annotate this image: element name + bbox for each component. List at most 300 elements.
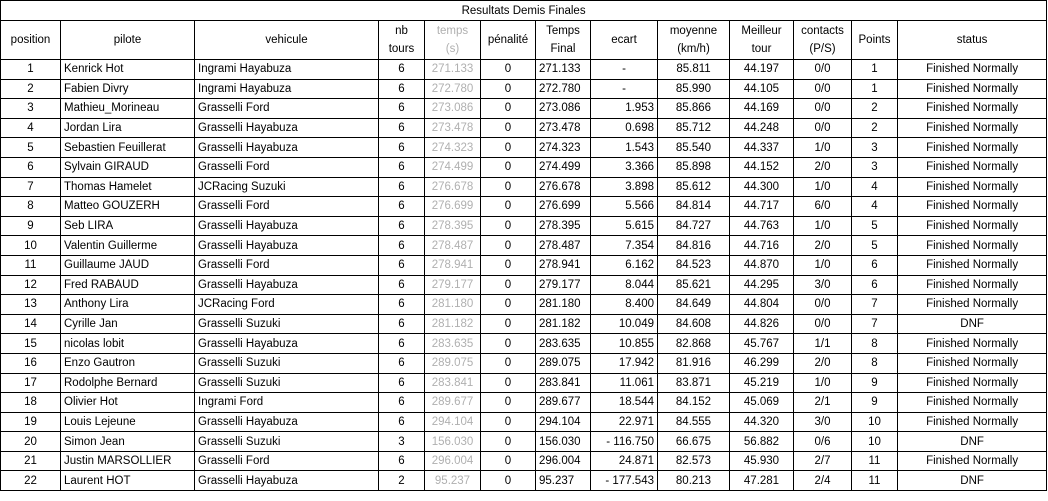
cell-ecart: 11.061: [591, 373, 658, 393]
cell-contacts: 1/0: [794, 138, 852, 158]
cell-ecart: 7.354: [591, 236, 658, 256]
cell-pilote: Fred RABAUD: [61, 275, 195, 295]
cell-temps-final: 281.182: [536, 314, 591, 334]
cell-pilote: Valentin Guillerme: [61, 236, 195, 256]
table-row: [1, 393, 1047, 413]
cell-penalite: 0: [481, 432, 536, 452]
table-row: [1, 79, 1047, 99]
cell-nb-tours: 6: [379, 177, 425, 197]
cell-position: 2: [1, 79, 61, 99]
cell-temps-final: 276.678: [536, 177, 591, 197]
cell-points: 5: [852, 216, 898, 236]
cell-contacts: 3/0: [794, 412, 852, 432]
cell-contacts: 0/0: [794, 295, 852, 315]
cell-status: Finished Normally: [898, 216, 1047, 236]
header-moyenne: [658, 21, 730, 60]
cell-contacts: 0/0: [794, 314, 852, 334]
table-row: [1, 295, 1047, 315]
cell-meilleur-tour: 44.826: [730, 314, 794, 334]
cell-temps-final: 95.237: [536, 471, 591, 491]
cell-pilote: Olivier Hot: [61, 393, 195, 413]
cell-ecart: 8.400: [591, 295, 658, 315]
cell-temps: 273.478: [425, 118, 481, 138]
cell-vehicule: Grasselli Ford: [195, 255, 379, 275]
table-row: [1, 373, 1047, 393]
cell-vehicule: Grasselli Hayabuza: [195, 216, 379, 236]
cell-ecart: 22.971: [591, 412, 658, 432]
cell-temps-final: 273.478: [536, 118, 591, 138]
cell-position: 17: [1, 373, 61, 393]
table-row: [1, 334, 1047, 354]
table-row: [1, 412, 1047, 432]
cell-pilote: Justin MARSOLLIER: [61, 451, 195, 471]
cell-position: 10: [1, 236, 61, 256]
cell-points: 2: [852, 99, 898, 119]
cell-status: Finished Normally: [898, 197, 1047, 217]
table-row: [1, 197, 1047, 217]
cell-penalite: 0: [481, 255, 536, 275]
cell-points: 9: [852, 393, 898, 413]
cell-contacts: 2/0: [794, 236, 852, 256]
cell-status: DNF: [898, 471, 1047, 491]
cell-vehicule: Grasselli Ford: [195, 157, 379, 177]
cell-moyenne: 85.811: [658, 60, 730, 80]
cell-moyenne: 85.990: [658, 79, 730, 99]
cell-meilleur-tour: 46.299: [730, 353, 794, 373]
cell-position: 19: [1, 412, 61, 432]
cell-vehicule: Grasselli Hayabuza: [195, 118, 379, 138]
cell-status: Finished Normally: [898, 79, 1047, 99]
cell-vehicule: Grasselli Hayabuza: [195, 236, 379, 256]
cell-penalite: 0: [481, 334, 536, 354]
header-nb-tours: [379, 21, 425, 60]
cell-nb-tours: 2: [379, 471, 425, 491]
cell-moyenne: 82.868: [658, 334, 730, 354]
cell-temps-final: 276.699: [536, 197, 591, 217]
cell-temps: 276.678: [425, 177, 481, 197]
cell-moyenne: 84.152: [658, 393, 730, 413]
cell-penalite: 0: [481, 393, 536, 413]
cell-position: 4: [1, 118, 61, 138]
cell-temps: 278.395: [425, 216, 481, 236]
cell-vehicule: Grasselli Ford: [195, 197, 379, 217]
header-status: status: [898, 21, 1047, 60]
cell-nb-tours: 6: [379, 275, 425, 295]
cell-temps: 271.133: [425, 60, 481, 80]
cell-position: 3: [1, 99, 61, 119]
cell-points: 8: [852, 334, 898, 354]
header-moyenne-line1: moyenne: [669, 25, 718, 37]
header-penalite: pénalité: [481, 21, 536, 60]
cell-moyenne: 84.814: [658, 197, 730, 217]
header-meilleur-line1: Meilleur: [741, 25, 782, 37]
cell-penalite: 0: [481, 216, 536, 236]
cell-temps: 95.237: [425, 471, 481, 491]
cell-status: Finished Normally: [898, 255, 1047, 275]
cell-temps: 278.941: [425, 255, 481, 275]
cell-nb-tours: 6: [379, 118, 425, 138]
cell-nb-tours: 6: [379, 393, 425, 413]
cell-nb-tours: 6: [379, 314, 425, 334]
cell-points: 11: [852, 451, 898, 471]
cell-status: Finished Normally: [898, 373, 1047, 393]
cell-temps: 281.180: [425, 295, 481, 315]
cell-points: 7: [852, 295, 898, 315]
cell-vehicule: Grasselli Hayabuza: [195, 412, 379, 432]
cell-points: 3: [852, 157, 898, 177]
cell-status: Finished Normally: [898, 60, 1047, 80]
cell-position: 14: [1, 314, 61, 334]
cell-nb-tours: 6: [379, 334, 425, 354]
cell-status: Finished Normally: [898, 412, 1047, 432]
cell-contacts: 6/0: [794, 197, 852, 217]
cell-moyenne: 85.866: [658, 99, 730, 119]
cell-status: DNF: [898, 314, 1047, 334]
cell-points: 4: [852, 177, 898, 197]
cell-contacts: 2/0: [794, 157, 852, 177]
cell-temps-final: 283.841: [536, 373, 591, 393]
cell-meilleur-tour: 45.930: [730, 451, 794, 471]
cell-penalite: 0: [481, 295, 536, 315]
cell-ecart: -: [591, 79, 658, 99]
cell-nb-tours: 6: [379, 60, 425, 80]
cell-ecart: - 116.750: [591, 432, 658, 452]
cell-temps: 289.677: [425, 393, 481, 413]
cell-vehicule: Grasselli Suzuki: [195, 373, 379, 393]
cell-temps-final: 279.177: [536, 275, 591, 295]
cell-points: 3: [852, 138, 898, 158]
cell-penalite: 0: [481, 236, 536, 256]
table-row: [1, 138, 1047, 158]
table-row: [1, 471, 1047, 491]
cell-temps: 279.177: [425, 275, 481, 295]
cell-status: Finished Normally: [898, 236, 1047, 256]
cell-nb-tours: 6: [379, 157, 425, 177]
cell-pilote: Thomas Hamelet: [61, 177, 195, 197]
cell-penalite: 0: [481, 314, 536, 334]
table-row: [1, 275, 1047, 295]
cell-meilleur-tour: 44.717: [730, 197, 794, 217]
cell-moyenne: 84.523: [658, 255, 730, 275]
header-contacts: [794, 21, 852, 60]
cell-moyenne: 85.540: [658, 138, 730, 158]
cell-temps-final: 283.635: [536, 334, 591, 354]
cell-ecart: 0.698: [591, 118, 658, 138]
cell-ecart: 8.044: [591, 275, 658, 295]
cell-meilleur-tour: 44.248: [730, 118, 794, 138]
cell-temps: 289.075: [425, 353, 481, 373]
cell-temps-final: 296.004: [536, 451, 591, 471]
cell-temps-final: 281.180: [536, 295, 591, 315]
header-temps: [425, 21, 481, 60]
cell-status: Finished Normally: [898, 334, 1047, 354]
cell-status: Finished Normally: [898, 393, 1047, 413]
cell-meilleur-tour: 44.169: [730, 99, 794, 119]
table-title: Resultats Demis Finales: [1, 1, 1047, 21]
cell-temps-final: 274.323: [536, 138, 591, 158]
cell-pilote: Anthony Lira: [61, 295, 195, 315]
cell-vehicule: JCRacing Suzuki: [195, 177, 379, 197]
cell-penalite: 0: [481, 177, 536, 197]
cell-status: Finished Normally: [898, 118, 1047, 138]
cell-position: 16: [1, 353, 61, 373]
header-temps-line2: (s): [445, 43, 460, 55]
cell-temps: 294.104: [425, 412, 481, 432]
cell-penalite: 0: [481, 138, 536, 158]
cell-meilleur-tour: 44.152: [730, 157, 794, 177]
cell-vehicule: Grasselli Suzuki: [195, 432, 379, 452]
cell-vehicule: Ingrami Hayabuza: [195, 79, 379, 99]
cell-penalite: 0: [481, 275, 536, 295]
cell-contacts: 2/1: [794, 393, 852, 413]
cell-temps-final: 274.499: [536, 157, 591, 177]
cell-points: 5: [852, 236, 898, 256]
cell-points: 6: [852, 275, 898, 295]
cell-meilleur-tour: 56.882: [730, 432, 794, 452]
table-row: [1, 353, 1047, 373]
cell-pilote: Matteo GOUZERH: [61, 197, 195, 217]
cell-position: 22: [1, 471, 61, 491]
cell-contacts: 1/0: [794, 216, 852, 236]
cell-pilote: Cyrille Jan: [61, 314, 195, 334]
cell-meilleur-tour: 45.219: [730, 373, 794, 393]
cell-contacts: 2/7: [794, 451, 852, 471]
title-row: [1, 1, 1047, 21]
cell-ecart: 1.543: [591, 138, 658, 158]
cell-temps: 296.004: [425, 451, 481, 471]
cell-vehicule: Ingrami Ford: [195, 393, 379, 413]
cell-points: 8: [852, 353, 898, 373]
cell-temps-final: 289.075: [536, 353, 591, 373]
cell-nb-tours: 6: [379, 216, 425, 236]
cell-moyenne: 85.898: [658, 157, 730, 177]
cell-contacts: 0/0: [794, 99, 852, 119]
cell-contacts: 2/4: [794, 471, 852, 491]
cell-position: 5: [1, 138, 61, 158]
table-row: [1, 118, 1047, 138]
header-position: position: [1, 21, 61, 60]
cell-ecart: -: [591, 60, 658, 80]
header-temps-final-line2: Final: [550, 43, 576, 55]
cell-points: 10: [852, 432, 898, 452]
cell-pilote: Laurent HOT: [61, 471, 195, 491]
cell-moyenne: 83.871: [658, 373, 730, 393]
cell-nb-tours: 6: [379, 197, 425, 217]
table-row: [1, 236, 1047, 256]
table-row: [1, 157, 1047, 177]
cell-meilleur-tour: 44.105: [730, 79, 794, 99]
cell-temps-final: 156.030: [536, 432, 591, 452]
cell-points: 9: [852, 373, 898, 393]
cell-pilote: Louis Lejeune: [61, 412, 195, 432]
cell-temps: 274.499: [425, 157, 481, 177]
table-row: [1, 216, 1047, 236]
cell-position: 6: [1, 157, 61, 177]
cell-contacts: 1/0: [794, 177, 852, 197]
cell-meilleur-tour: 44.804: [730, 295, 794, 315]
cell-nb-tours: 6: [379, 236, 425, 256]
cell-position: 15: [1, 334, 61, 354]
cell-contacts: 1/1: [794, 334, 852, 354]
cell-ecart: 10.855: [591, 334, 658, 354]
table-row: [1, 255, 1047, 275]
header-nb-tours-line1: nb: [395, 25, 408, 37]
cell-status: Finished Normally: [898, 295, 1047, 315]
header-points: Points: [852, 21, 898, 60]
cell-position: 8: [1, 197, 61, 217]
cell-status: Finished Normally: [898, 99, 1047, 119]
cell-pilote: nicolas lobit: [61, 334, 195, 354]
cell-position: 13: [1, 295, 61, 315]
cell-pilote: Kenrick Hot: [61, 60, 195, 80]
cell-vehicule: Grasselli Hayabuza: [195, 334, 379, 354]
cell-position: 1: [1, 60, 61, 80]
cell-meilleur-tour: 44.716: [730, 236, 794, 256]
cell-moyenne: 84.816: [658, 236, 730, 256]
cell-moyenne: 80.213: [658, 471, 730, 491]
cell-nb-tours: 6: [379, 138, 425, 158]
cell-contacts: 1/0: [794, 373, 852, 393]
cell-contacts: 0/0: [794, 79, 852, 99]
cell-temps: 278.487: [425, 236, 481, 256]
cell-ecart: 3.366: [591, 157, 658, 177]
cell-status: Finished Normally: [898, 177, 1047, 197]
cell-penalite: 0: [481, 157, 536, 177]
cell-contacts: 2/0: [794, 353, 852, 373]
cell-nb-tours: 6: [379, 373, 425, 393]
cell-moyenne: 82.573: [658, 451, 730, 471]
cell-status: Finished Normally: [898, 451, 1047, 471]
cell-points: 2: [852, 118, 898, 138]
cell-moyenne: 66.675: [658, 432, 730, 452]
cell-pilote: Mathieu_Morineau: [61, 99, 195, 119]
cell-vehicule: Grasselli Suzuki: [195, 314, 379, 334]
cell-points: 10: [852, 412, 898, 432]
cell-penalite: 0: [481, 353, 536, 373]
cell-temps: 273.086: [425, 99, 481, 119]
cell-temps-final: 294.104: [536, 412, 591, 432]
cell-penalite: 0: [481, 99, 536, 119]
cell-points: 4: [852, 197, 898, 217]
cell-status: DNF: [898, 432, 1047, 452]
cell-moyenne: 85.712: [658, 118, 730, 138]
cell-moyenne: 84.727: [658, 216, 730, 236]
header-vehicule: vehicule: [195, 21, 379, 60]
cell-penalite: 0: [481, 197, 536, 217]
cell-pilote: Sylvain GIRAUD: [61, 157, 195, 177]
cell-status: Finished Normally: [898, 275, 1047, 295]
cell-nb-tours: 6: [379, 451, 425, 471]
cell-nb-tours: 6: [379, 295, 425, 315]
table-row: [1, 99, 1047, 119]
cell-vehicule: JCRacing Ford: [195, 295, 379, 315]
cell-temps-final: 278.941: [536, 255, 591, 275]
cell-moyenne: 85.621: [658, 275, 730, 295]
cell-ecart: 17.942: [591, 353, 658, 373]
cell-temps: 283.841: [425, 373, 481, 393]
cell-contacts: 1/0: [794, 255, 852, 275]
cell-ecart: - 177.543: [591, 471, 658, 491]
header-temps-line1: temps: [436, 25, 469, 37]
cell-points: 7: [852, 314, 898, 334]
cell-ecart: 5.615: [591, 216, 658, 236]
cell-temps-final: 271.133: [536, 60, 591, 80]
cell-moyenne: 85.612: [658, 177, 730, 197]
cell-pilote: Enzo Gautron: [61, 353, 195, 373]
cell-ecart: 1.953: [591, 99, 658, 119]
cell-pilote: Jordan Lira: [61, 118, 195, 138]
cell-position: 20: [1, 432, 61, 452]
cell-penalite: 0: [481, 412, 536, 432]
cell-vehicule: Ingrami Hayabuza: [195, 60, 379, 80]
cell-temps-final: 289.677: [536, 393, 591, 413]
cell-ecart: 3.898: [591, 177, 658, 197]
cell-temps: 281.182: [425, 314, 481, 334]
cell-temps-final: 273.086: [536, 99, 591, 119]
cell-position: 12: [1, 275, 61, 295]
header-meilleur-tour: [730, 21, 794, 60]
cell-temps: 156.030: [425, 432, 481, 452]
table-row: [1, 432, 1047, 452]
cell-contacts: 0/0: [794, 118, 852, 138]
cell-temps: 274.323: [425, 138, 481, 158]
header-temps-final-line1: Temps: [546, 25, 580, 37]
header-ecart: ecart: [591, 21, 658, 60]
cell-vehicule: Grasselli Hayabuza: [195, 471, 379, 491]
cell-meilleur-tour: 44.870: [730, 255, 794, 275]
cell-pilote: Rodolphe Bernard: [61, 373, 195, 393]
header-pilote: pilote: [61, 21, 195, 60]
cell-temps: 283.635: [425, 334, 481, 354]
header-moyenne-line2: (km/h): [677, 43, 710, 55]
cell-points: 1: [852, 60, 898, 80]
cell-pilote: Simon Jean: [61, 432, 195, 452]
cell-temps: 276.699: [425, 197, 481, 217]
cell-vehicule: Grasselli Hayabuza: [195, 138, 379, 158]
cell-penalite: 0: [481, 451, 536, 471]
header-nb-tours-line2: tours: [388, 43, 415, 55]
table-row: [1, 177, 1047, 197]
cell-vehicule: Grasselli Ford: [195, 99, 379, 119]
cell-points: 11: [852, 471, 898, 491]
cell-vehicule: Grasselli Hayabuza: [195, 275, 379, 295]
header-row: [1, 21, 1047, 60]
cell-points: 6: [852, 255, 898, 275]
cell-meilleur-tour: 44.300: [730, 177, 794, 197]
cell-ecart: 10.049: [591, 314, 658, 334]
cell-nb-tours: 6: [379, 79, 425, 99]
cell-temps-final: 272.780: [536, 79, 591, 99]
cell-nb-tours: 6: [379, 99, 425, 119]
cell-meilleur-tour: 44.320: [730, 412, 794, 432]
cell-pilote: Seb LIRA: [61, 216, 195, 236]
cell-contacts: 3/0: [794, 275, 852, 295]
cell-status: Finished Normally: [898, 157, 1047, 177]
cell-penalite: 0: [481, 373, 536, 393]
cell-ecart: 5.566: [591, 197, 658, 217]
cell-meilleur-tour: 45.069: [730, 393, 794, 413]
header-meilleur-line2: tour: [751, 43, 772, 55]
cell-ecart: 6.162: [591, 255, 658, 275]
cell-penalite: 0: [481, 79, 536, 99]
cell-vehicule: Grasselli Suzuki: [195, 353, 379, 373]
cell-moyenne: 84.608: [658, 314, 730, 334]
cell-nb-tours: 3: [379, 432, 425, 452]
cell-penalite: 0: [481, 471, 536, 491]
cell-nb-tours: 6: [379, 353, 425, 373]
cell-moyenne: 84.555: [658, 412, 730, 432]
cell-position: 7: [1, 177, 61, 197]
